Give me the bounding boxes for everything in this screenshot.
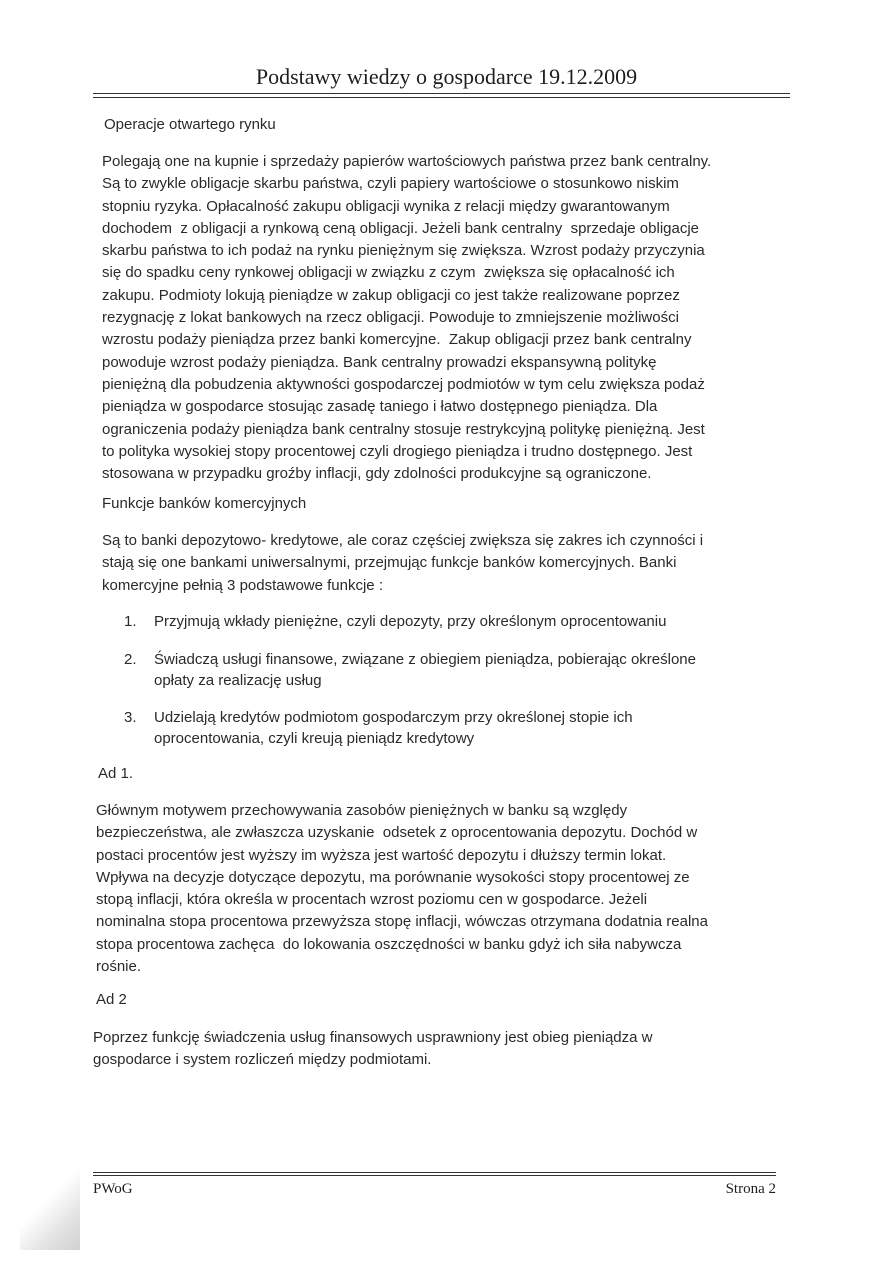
- header-rule: [93, 93, 790, 94]
- list-item-text: Udzielają kredytów podmiotom gospodarczym przy określonej stopie ich oprocentowania, czyli kreują pieniądz kredytowy: [154, 709, 633, 747]
- ad1-paragraph: Głównym motywem przechowywania zasobów pieniężnych w banku są względy bezpieczeństwa, ale zwłaszcza uzyskanie odsetek z oprocentowania depozytu. Dochód w postaci procentów jest wyższy im wyższa jest wartość depozytu i dłuższy termin lokat. Wpływa na decyzje dotyczące depozytu, ma porównanie wysokości stopy procentowej ze stopą inflacji, która określa w procentach wzrost poziomu cen w gospodarce. Jeżeli nominalna stopa procentowa przewyższa stopę inflacji, wówczas otrzymana dodatnia realna stopa procentowa zachęca do lokowania oszczędności w banku gdyż ich siła nabywcza rośnie.: [96, 802, 708, 976]
- list-item-number: 2.: [124, 651, 137, 668]
- footer-left: PWoG: [93, 1181, 133, 1197]
- scan-artifact: [20, 1170, 80, 1250]
- section-heading-funkcje: Funkcje banków komercyjnych: [102, 495, 307, 512]
- footer-rule-secondary: [93, 1175, 776, 1176]
- list-item-text: Przyjmują wkłady pieniężne, czyli depozyty, przy określonym oprocentowaniu: [154, 613, 667, 630]
- section-heading-operacje: Operacje otwartego rynku: [104, 116, 276, 133]
- list-item-text: Świadczą usługi finansowe, związane z obiegiem pieniądza, pobierając określone opłaty za realizację usług: [154, 651, 696, 689]
- ad2-paragraph: Poprzez funkcję świadczenia usług finansowych usprawniony jest obieg pieniądza w gospodarce i system rozliczeń między podmiotami.: [93, 1029, 653, 1069]
- page-number: Strona 2: [725, 1181, 776, 1197]
- header-rule-secondary: [93, 97, 790, 98]
- page-title: Podstawy wiedzy o gospodarce 19.12.2009: [255, 64, 638, 89]
- section-paragraph-operacje: Polegają one na kupnie i sprzedaży papierów wartościowych państwa przez bank centralny. Są to zwykle obligacje skarbu państwa, czyli papiery wartościowe o stosunkowo niskim stopniu ryzyka. Opłacalność zakupu obligacji wynika z relacji między gwarantowanym dochodem z obligacji a rynkową ceną obligacji. Jeżeli bank centralny sprzedaje obligacje skarbu państwa to ich podaż na rynku pieniężnym się zwiększa. Wzrost podaży przyczynia się do spadku ceny rynkowej obligacji w związku z czym zwiększa się opłacalność ich zakupu. Podmioty lokują pieniądze w zakup obligacji co jest także realizowane poprzez rezygnację z lokat bankowych na rzecz obligacji. Powoduje to zmniejszenie możliwości wzrostu podaży pieniądza przez banki komercyjne. Zakup obligacji przez bank centralny powoduje wzrost podaży pieniądza. Bank centralny prowadzi ekspansywną politykę pieniężną dla pobudzenia aktywności gospodarczej podmiotów w tym celu zwiększa podaż pieniądza w gospodarce stosując zasadę taniego i łatwo dostępnego pieniądza. Dla ograniczenia podaży pieniądza bank centralny stosuje restrykcyjną politykę pieniężną. Jest to polityka wysokiej stopy procentowej czyli drogiego pieniądza i trudno dostępnego. Jest stosowana w przypadku groźby inflacji, gdy zdolności produkcyjne są ograniczone.: [102, 153, 712, 483]
- ad2-heading: Ad 2: [96, 991, 127, 1008]
- footer-rule: [93, 1172, 776, 1173]
- list-item-number: 3.: [124, 709, 137, 726]
- list-item-number: 1.: [124, 613, 137, 630]
- ad1-heading: Ad 1.: [98, 765, 134, 782]
- section-paragraph-funkcje: Są to banki depozytowo- kredytowe, ale coraz częściej zwiększa się zakres ich czynności i stają się one bankami uniwersalnymi, przejmując funkcje banków komercyjnych. Banki komercyjne pełnią 3 podstawowe funkcje :: [102, 532, 704, 594]
